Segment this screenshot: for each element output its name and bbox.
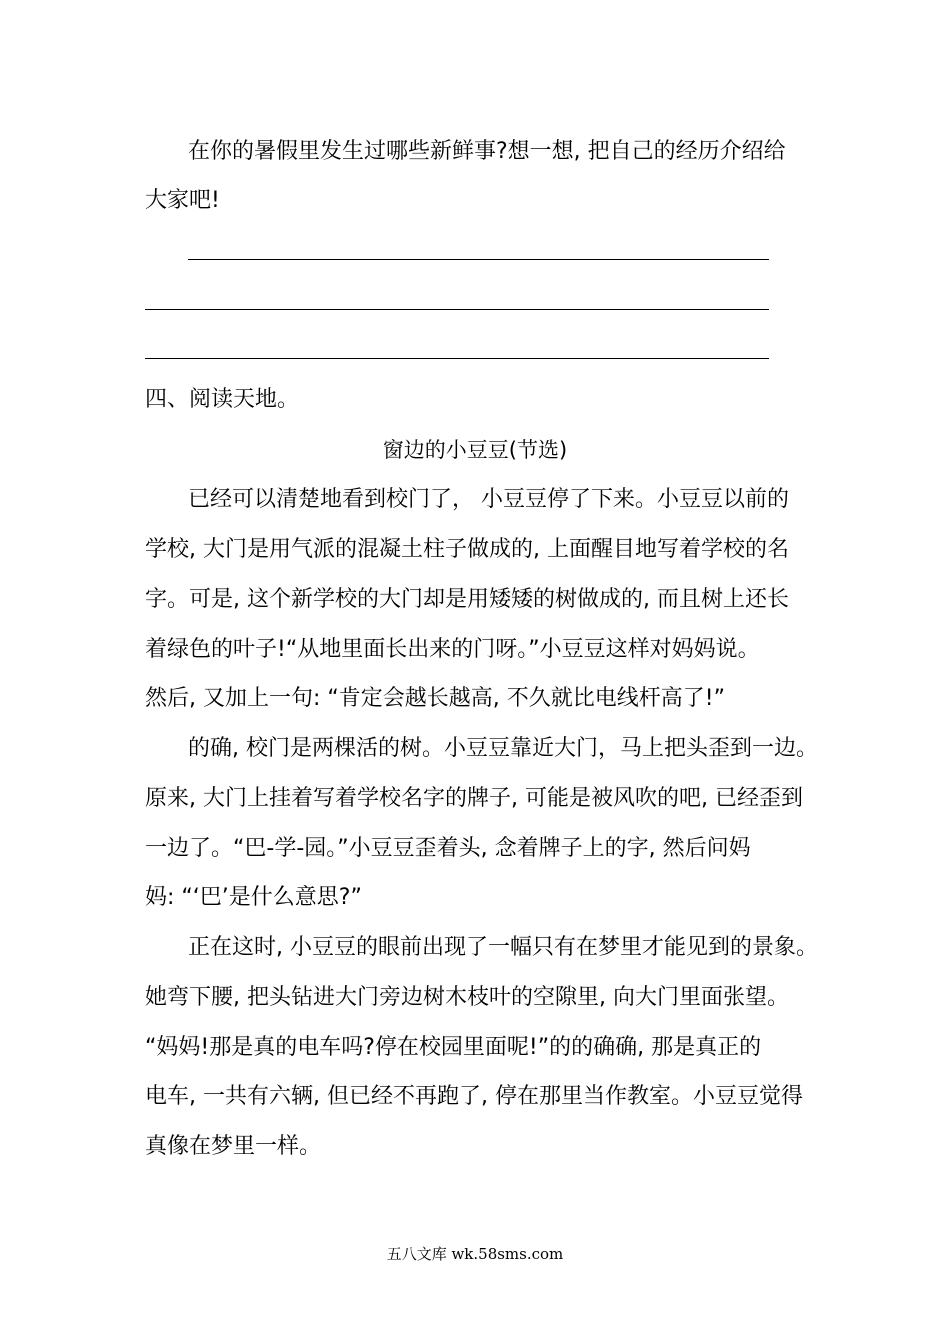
passage-line-1: 已经可以清楚地看到校门了， 小豆豆停了下来。小豆豆以前的 bbox=[188, 487, 789, 512]
prompt-line-1: 在你的暑假里发生过哪些新鲜事?想一想, 把自己的经历介绍给 bbox=[188, 139, 786, 164]
answer-line-3[interactable] bbox=[145, 358, 769, 359]
section-heading: 四、阅读天地。 bbox=[145, 387, 300, 412]
passage-line-8: 一边了。“巴-学-园。”小豆豆歪着头, 念着牌子上的字, 然后问妈 bbox=[145, 836, 751, 861]
answer-line-2[interactable] bbox=[145, 309, 769, 310]
footer-watermark: 五八文库 wk.58sms.com bbox=[386, 1245, 564, 1263]
passage-line-5: 然后, 又加上一句: “肯定会越长越高, 不久就比电线杆高了!” bbox=[145, 686, 725, 711]
passage-line-4: 着绿色的叶子!“从地里面长出来的门呀。”小豆豆这样对妈妈说。 bbox=[145, 637, 760, 662]
passage-line-12: “妈妈!那是真的电车吗?停在校园里面呢!”的的确确, 那是真正的 bbox=[145, 1035, 762, 1060]
passage-line-2: 学校, 大门是用气派的混凝土柱子做成的, 上面醒目地写着学校的名 bbox=[145, 537, 789, 562]
prompt-line-2: 大家吧! bbox=[145, 188, 220, 213]
answer-line-1[interactable] bbox=[188, 259, 769, 260]
passage-line-9: 妈: “‘巴’是什么意思?” bbox=[145, 885, 362, 910]
passage-line-14: 真像在梦里一样。 bbox=[145, 1134, 322, 1159]
passage-title: 窗边的小豆豆(节选) bbox=[382, 438, 568, 462]
passage-line-11: 她弯下腰, 把头钻进大门旁边树木枝叶的空隙里, 向大门里面张望。 bbox=[145, 985, 789, 1010]
passage-line-7: 原来, 大门上挂着写着学校名字的牌子, 可能是被风吹的吧, 已经歪到 bbox=[145, 786, 803, 811]
passage-line-6: 的确, 校门是两棵活的树。小豆豆靠近大门，马上把头歪到一边。 bbox=[188, 736, 818, 761]
passage-line-3: 字。可是, 这个新学校的大门却是用矮矮的树做成的, 而且树上还长 bbox=[145, 587, 789, 612]
passage-line-13: 电车, 一共有六辆, 但已经不再跑了, 停在那里当作教室。小豆豆觉得 bbox=[145, 1084, 803, 1109]
passage-line-10: 正在这时, 小豆豆的眼前出现了一幅只有在梦里才能见到的景象。 bbox=[188, 935, 818, 960]
